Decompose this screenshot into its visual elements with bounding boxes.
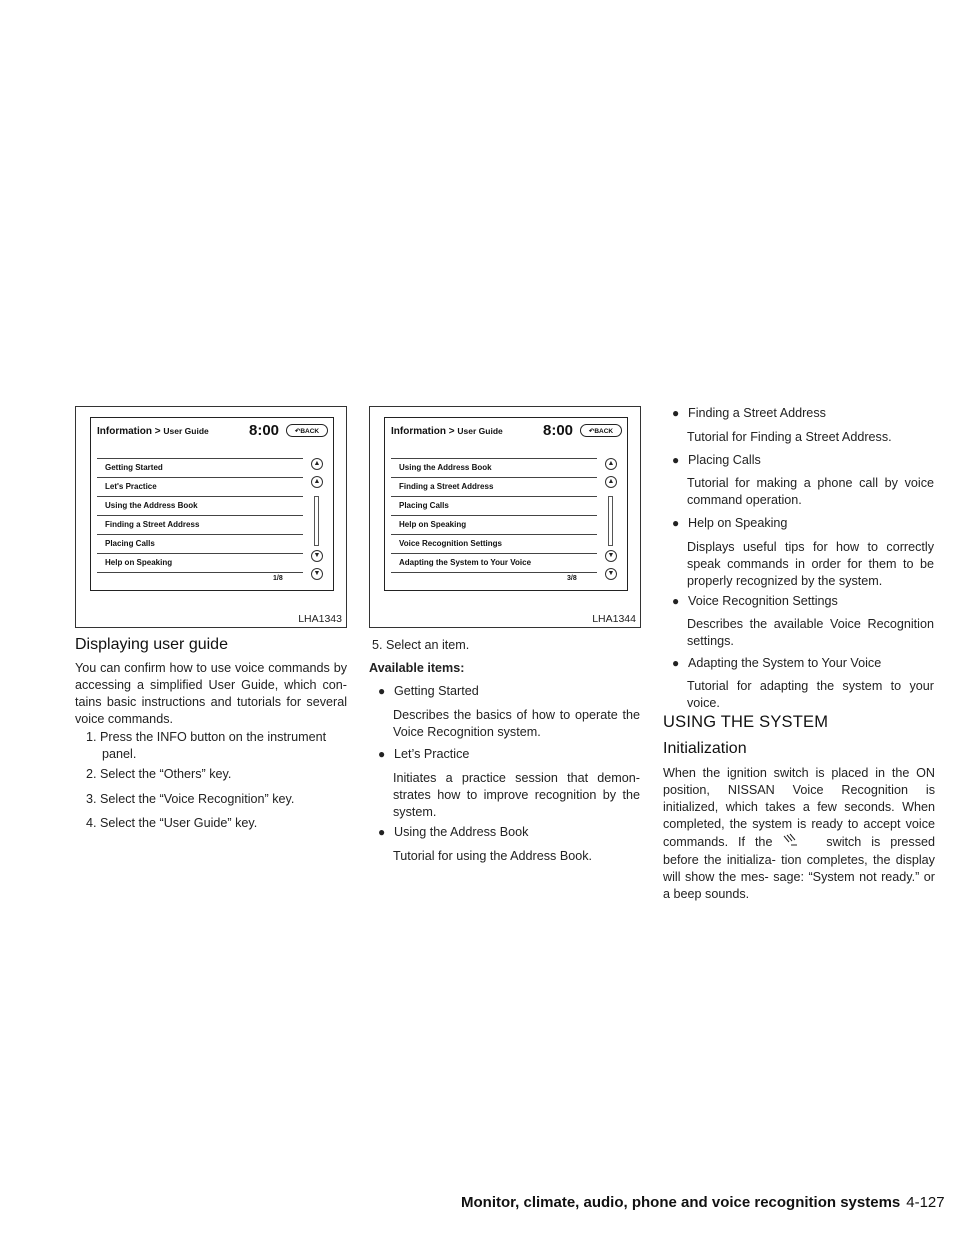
item-description: Describes the available Voice Recognition settings. xyxy=(687,617,934,648)
display-screen xyxy=(384,417,628,591)
page-number: 4-127 xyxy=(906,1194,945,1211)
bullet-icon: ● xyxy=(378,825,386,839)
item-description: Tutorial for using the Address Book. xyxy=(393,849,593,863)
page-footer xyxy=(461,1194,945,1211)
menu-item: Placing Calls xyxy=(97,535,303,554)
list-item: ● Using the Address Book xyxy=(378,825,529,839)
step-4: 4. Select the “User Guide” key. xyxy=(86,816,258,830)
step-5: 5. Select an item. xyxy=(372,638,470,652)
figure-lha1343 xyxy=(75,406,347,628)
bullet-icon: ● xyxy=(672,594,680,608)
scroll-top-icon: ▲ xyxy=(605,458,617,470)
menu-item: Using the Address Book xyxy=(97,497,303,516)
item-description: Tutorial for Finding a Street Address. xyxy=(687,430,892,444)
back-arrow-icon: ↶ xyxy=(588,428,595,435)
scroll-bottom-icon: ▼ xyxy=(311,568,323,580)
scroll-down-icon: ▼ xyxy=(605,550,617,562)
back-button: ↶BACK xyxy=(286,424,328,437)
list-item: ● Help on Speaking xyxy=(672,516,788,530)
back-arrow-icon: ↶ xyxy=(294,428,301,435)
back-button: ↶BACK xyxy=(580,424,622,437)
figure-lha1344 xyxy=(369,406,641,628)
item-description: Displays useful tips for how to correctly speak commands in order for them to be properly recognized by the system. xyxy=(687,540,934,588)
step-3: 3. Select the “Voice Recognition” key. xyxy=(86,792,295,806)
menu-item: Finding a Street Address xyxy=(391,478,597,497)
menu-item: Voice Recognition Settings xyxy=(391,535,597,554)
menu-item: Using the Address Book xyxy=(391,458,597,478)
screen-header: Information > User Guide xyxy=(97,426,209,437)
subsection-heading-initialization: Initialization xyxy=(663,740,747,757)
section-heading-user-guide: Displaying user guide xyxy=(75,636,228,653)
scroll-down-icon: ▼ xyxy=(311,550,323,562)
menu-list xyxy=(391,458,597,573)
section-heading-using-the-system: USING THE SYSTEM xyxy=(663,713,829,731)
bullet-icon: ● xyxy=(378,747,386,761)
step-2: 2. Select the “Others” key. xyxy=(86,767,232,781)
list-item: ● Let’s Practice xyxy=(378,747,470,761)
bullet-icon: ● xyxy=(672,453,680,467)
menu-item: Placing Calls xyxy=(391,497,597,516)
bullet-icon: ● xyxy=(672,406,680,420)
clock: 8:00 xyxy=(543,422,574,439)
scroll-up-icon: ▲ xyxy=(311,476,323,488)
scroll-up-icon: ▲ xyxy=(605,476,617,488)
item-description: Tutorial for making a phone call by voice command operation. xyxy=(687,476,934,507)
scroll-rail xyxy=(608,496,613,546)
item-description: Tutorial for adapting the system to your voice. xyxy=(687,679,934,710)
page-indicator: 3/8 xyxy=(567,575,577,582)
initialization-paragraph: When the ignition switch is placed in the ON position, NISSAN Voice Recognition is initialized, which takes a few seconds. When completed, the system is ready to accept voice commands. If the switch is pressed before the initializa- tion completes, the display will show the mes- sage: “System not ready.” or a beep sounds. xyxy=(663,766,936,901)
menu-item: Help on Speaking xyxy=(97,554,303,573)
menu-item: Adapting the System to Your Voice xyxy=(391,554,597,573)
scroll-top-icon: ▲ xyxy=(311,458,323,470)
list-item: ● Adapting the System to Your Voice xyxy=(672,656,882,670)
scroll-bottom-icon: ▼ xyxy=(605,568,617,580)
item-description: Initiates a practice session that demon- strates how to improve recognition by the system. xyxy=(393,771,640,819)
menu-item: Let's Practice xyxy=(97,478,303,497)
available-items-label: Available items: xyxy=(369,661,465,675)
talk-switch-icon xyxy=(782,833,816,852)
bullet-icon: ● xyxy=(672,656,680,670)
menu-item: Help on Speaking xyxy=(391,516,597,535)
screen-header: Information > User Guide xyxy=(391,426,503,437)
figure-code: LHA1343 xyxy=(298,613,342,625)
page-indicator: 1/8 xyxy=(273,575,283,582)
menu-item: Finding a Street Address xyxy=(97,516,303,535)
scroll-rail xyxy=(314,496,319,546)
figure-code: LHA1344 xyxy=(592,613,636,625)
list-item: ● Finding a Street Address xyxy=(672,406,826,420)
clock: 8:00 xyxy=(249,422,280,439)
item-description: Describes the basics of how to operate the Voice Recognition system. xyxy=(393,708,640,739)
intro-paragraph: You can confirm how to use voice commands by accessing a simplified User Guide, which con- tains basic instructions and tutorials for several voice commands. xyxy=(75,661,347,726)
display-screen xyxy=(90,417,334,591)
bullet-icon: ● xyxy=(378,684,386,698)
step-1: 1. Press the INFO button on the instrument panel. xyxy=(86,730,327,761)
menu-item: Getting Started xyxy=(97,458,303,478)
chapter-title: Monitor, climate, audio, phone and voice recognition systems xyxy=(461,1194,901,1211)
list-item: ● Placing Calls xyxy=(672,453,761,467)
bullet-icon: ● xyxy=(672,516,680,530)
menu-list xyxy=(97,458,303,573)
list-item: ● Voice Recognition Settings xyxy=(672,594,838,608)
list-item: ● Getting Started xyxy=(378,684,479,698)
